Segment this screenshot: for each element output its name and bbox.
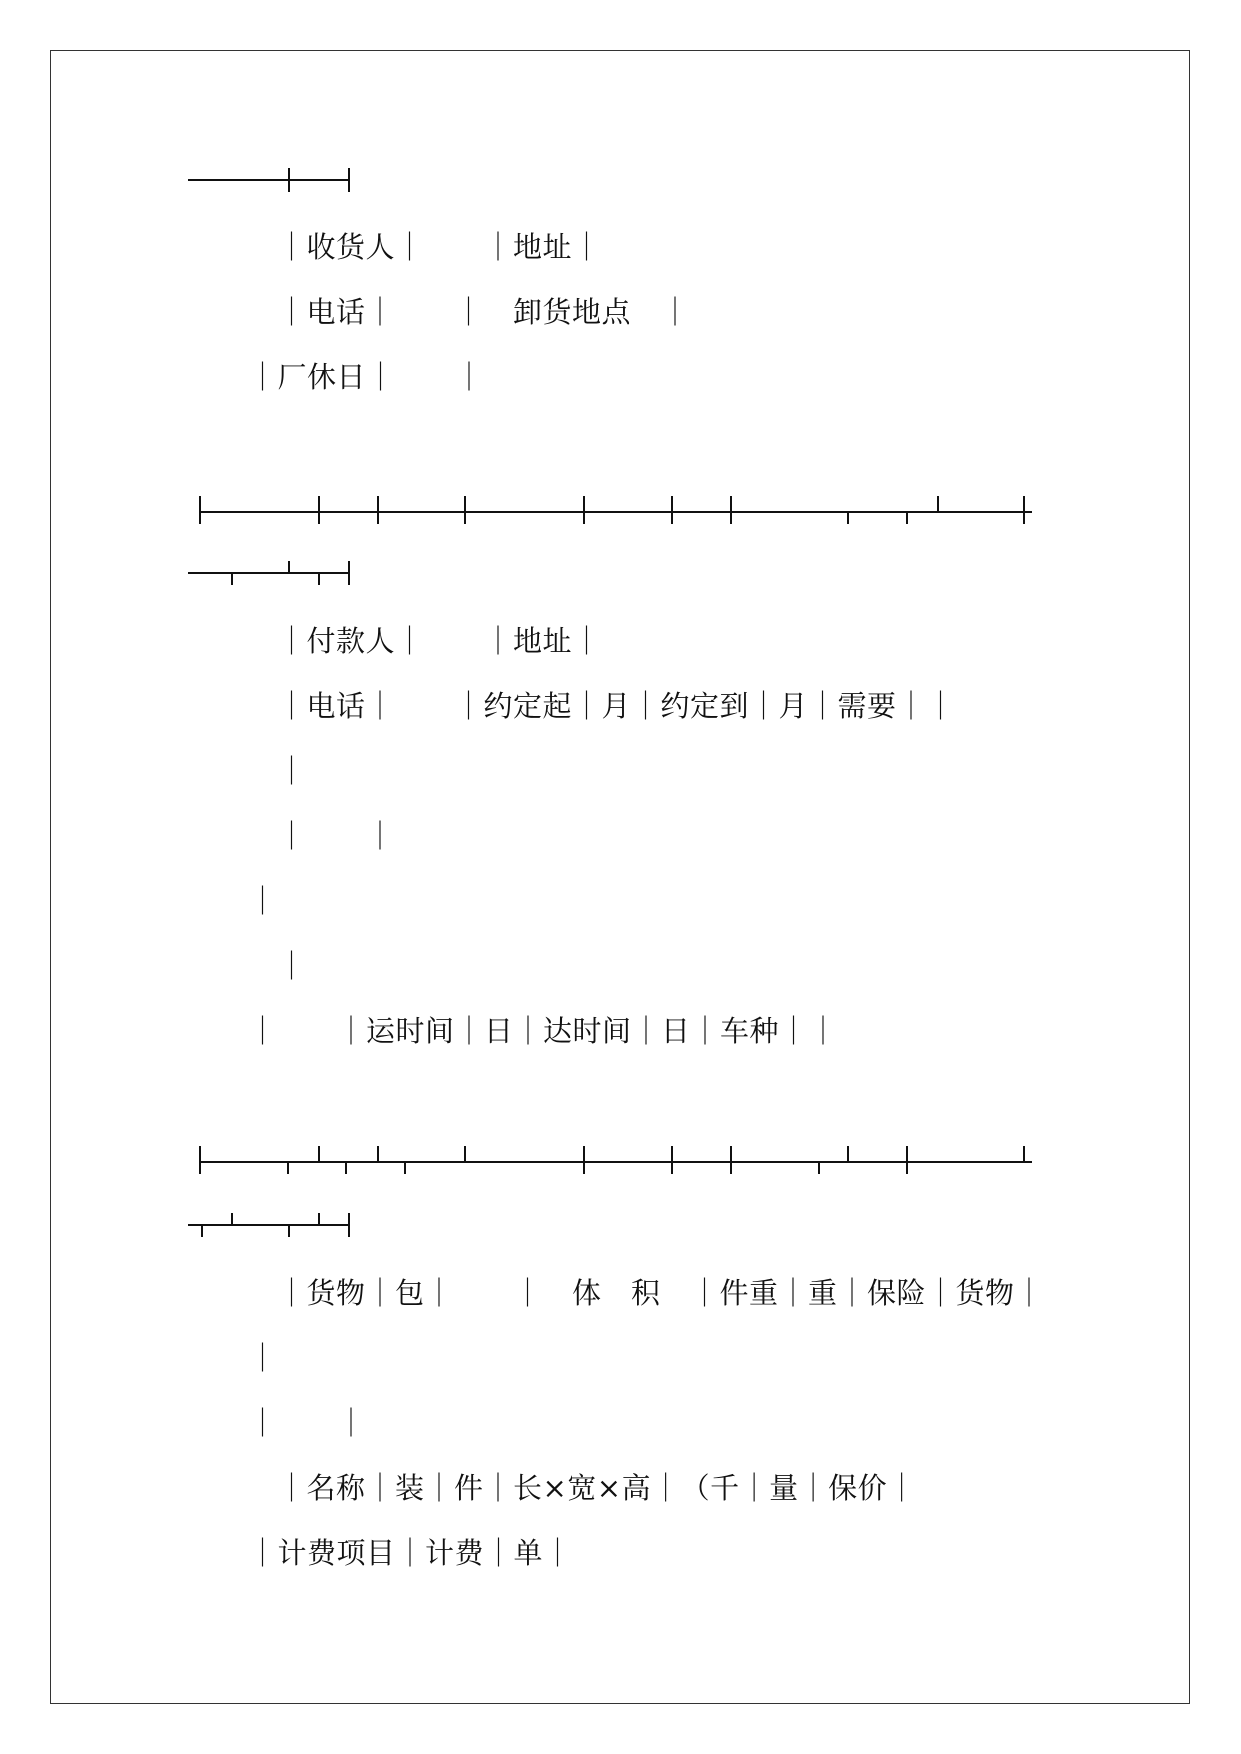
consignee-phone-row: ｜电话｜ ｜ 卸货地点 ｜ [277,295,691,329]
consignee-name-row: ｜收货人｜ ｜地址｜ [277,230,602,264]
cargo-subheader-row: ｜名称｜装｜件｜长×宽×高｜（千｜量｜保价｜ [277,1471,917,1505]
payer-border-row-3: ｜ [248,884,278,918]
payer-name-row: ｜付款人｜ ｜地址｜ [277,624,602,658]
table-rule-short-1 [188,558,358,590]
payer-time-row: ｜ ｜运时间｜日｜达时间｜日｜车种｜｜ [248,1014,839,1048]
cargo-border-row-1: ｜ [248,1341,278,1375]
table-rule-top [188,165,358,195]
table-rule-short-2 [188,1210,358,1242]
table-rule-divider-2 [198,1140,1038,1180]
cargo-header-row: ｜货物｜包｜ ｜ 体 积 ｜件重｜重｜保险｜货物｜ [277,1276,1045,1310]
cargo-billing-row: ｜计费项目｜计费｜单｜ [248,1536,573,1570]
table-rule-divider-1 [198,490,1038,530]
consignee-rest-day-row: ｜厂休日｜ ｜ [248,360,485,394]
payer-border-row-1: ｜ [277,754,307,788]
payer-border-row-4: ｜ [277,949,307,983]
payer-phone-row: ｜电话｜ ｜约定起｜月｜约定到｜月｜需要｜｜ [277,689,956,723]
cargo-border-row-2: ｜ ｜ [248,1406,367,1440]
payer-border-row-2: ｜ ｜ [277,819,396,853]
